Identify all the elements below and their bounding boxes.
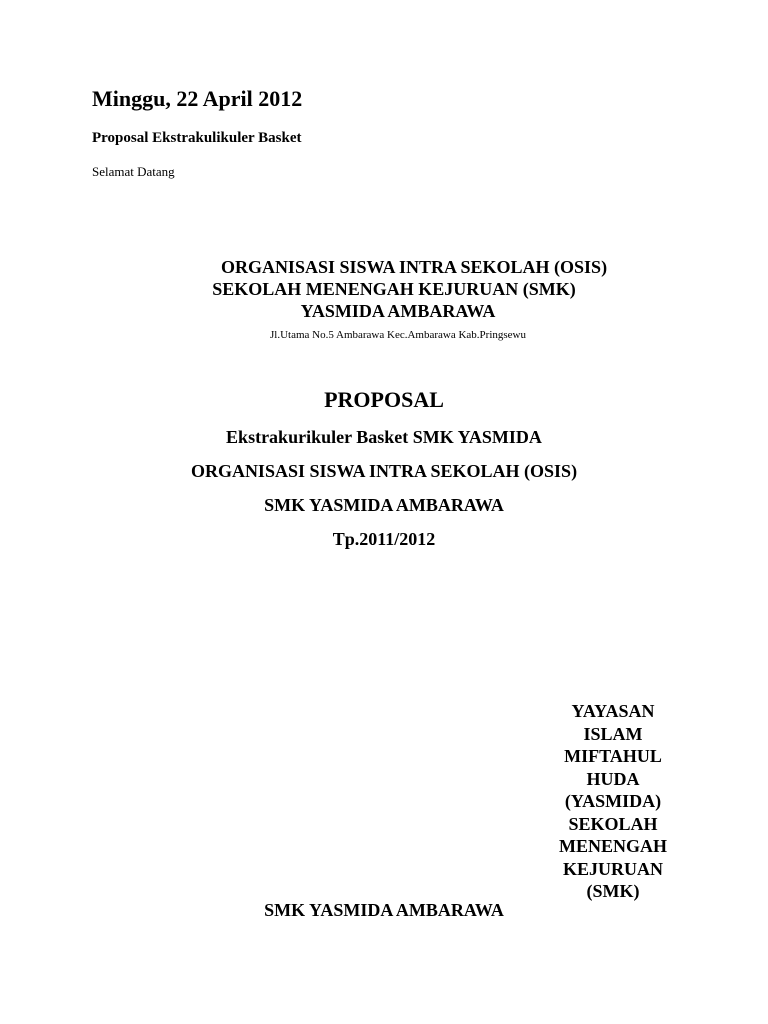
proposal-line-3: SMK YASMIDA AMBARAWA xyxy=(264,495,504,515)
foundation-word: MENENGAH xyxy=(559,836,667,856)
welcome-text: Selamat Datang xyxy=(92,164,175,179)
foundation-word: YAYASAN xyxy=(571,701,655,721)
footer-school-name: SMK YASMIDA AMBARAWA xyxy=(264,900,504,920)
foundation-word: ISLAM xyxy=(583,723,643,744)
foundation-word: KEJURUAN xyxy=(562,858,663,879)
proposal-line-4: Tp.2011/2012 xyxy=(332,529,436,549)
letterhead-line-1: ORGANISASI SISWA INTRA SEKOLAH (OSIS) xyxy=(220,257,608,277)
foundation-word: HUDA xyxy=(586,768,640,789)
letterhead-address: Jl.Utama No.5 Ambarawa Kec.Ambarawa Kab.Pringsewu xyxy=(270,329,526,341)
post-date: Minggu, 22 April 2012 xyxy=(92,86,303,111)
proposal-line-2: ORGANISASI SISWA INTRA SEKOLAH (OSIS) xyxy=(190,461,578,481)
foundation-word: MIFTAHUL xyxy=(564,746,662,766)
post-title[interactable]: Proposal Ekstrakulikuler Basket xyxy=(92,130,302,146)
foundation-name-block xyxy=(540,700,686,903)
proposal-heading: PROPOSAL xyxy=(324,387,444,412)
organization-letterhead xyxy=(0,256,768,342)
letterhead-line-2: SEKOLAH MENENGAH KEJURUAN (SMK) xyxy=(212,279,576,299)
foundation-word: (SMK) xyxy=(586,881,640,901)
proposal-cover-block xyxy=(0,386,768,556)
foundation-word: SEKOLAH xyxy=(568,813,658,834)
foundation-word: (YASMIDA) xyxy=(564,791,662,811)
proposal-line-1: Ekstrakurikuler Basket SMK YASMIDA xyxy=(226,427,542,447)
letterhead-line-3: YASMIDA AMBARAWA xyxy=(300,301,496,321)
